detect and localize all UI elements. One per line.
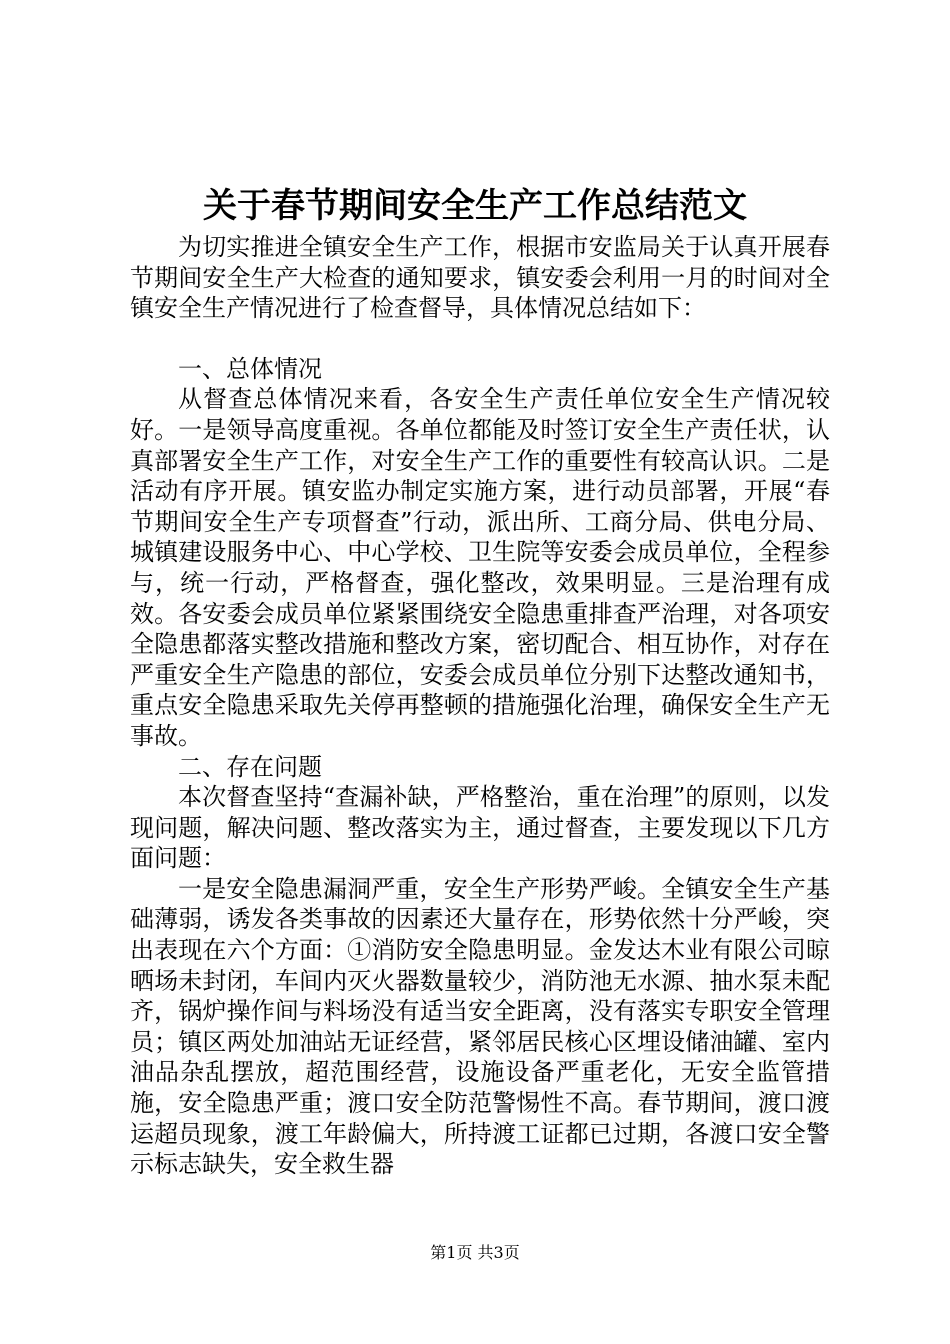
section-heading-problems: 二、存在问题	[178, 752, 322, 781]
document-title: 关于春节期间安全生产工作总结范文	[203, 186, 747, 226]
page-number-footer: 第1页 共3页	[430, 1243, 520, 1262]
problem-one-paragraph: 一是安全隐患漏洞严重，安全生产形势严峻。全镇安全生产基础薄弱，诱发各类事故的因素还大量存在，形势依然十分严峻，突出表现在六个方面：①消防安全隐患明显。金发达木业有限公司晾晒场未封闭，车间内灭火器数量较少，消防池无水源、抽水泵未配齐，锅炉操作间与料场没有适当安全距离，没有落实专职安全管理员；镇区两处加油站无证经营，紧邻居民核心区埋设储油罐、室内油品杂乱摆放，超范围经营，设施设备严重老化，无安全监管措施，安全隐患严重；渡口安全防范警惕性不高。春节期间，渡口渡运超员现象，渡工年龄偏大，所持渡工证都已过期，各渡口安全警示标志缺失，安全救生器	[130, 874, 830, 1179]
paragraph-gap	[130, 324, 830, 354]
document-body	[130, 232, 830, 1180]
section-heading-overall: 一、总体情况	[178, 354, 322, 383]
overall-paragraph: 从督查总体情况来看，各安全生产责任单位安全生产情况较好。一是领导高度重视。各单位都能及时签订安全生产责任状，认真部署安全生产工作，对安全生产工作的重要性有较高认识。二是活动有序开展。镇安监办制定实施方案，进行动员部署，开展“春节期间安全生产专项督查”行动，派出所、工商分局、供电分局、城镇建设服务中心、中心学校、卫生院等安委会成员单位，全程参与，统一行动，严格督查，强化整改，效果明显。三是治理有成效。各安委会成员单位紧紧围绕安全隐患重排查严治理，对各项安全隐患都落实整改措施和整改方案，密切配合、相互协作，对存在严重安全生产隐患的部位，安委会成员单位分别下达整改通知书，重点安全隐患采取先关停再整顿的措施强化治理，确保安全生产无事故。	[130, 385, 830, 750]
intro-paragraph: 为切实推进全镇安全生产工作，根据市安监局关于认真开展春节期间安全生产大检查的通知要求，镇安委会利用一月的时间对全镇安全生产情况进行了检查督导，具体情况总结如下：	[130, 233, 830, 323]
problems-intro-paragraph: 本次督查坚持“查漏补缺，严格整治，重在治理”的原则，以发现问题，解决问题、整改落实为主，通过督查，主要发现以下几方面问题：	[130, 783, 830, 873]
